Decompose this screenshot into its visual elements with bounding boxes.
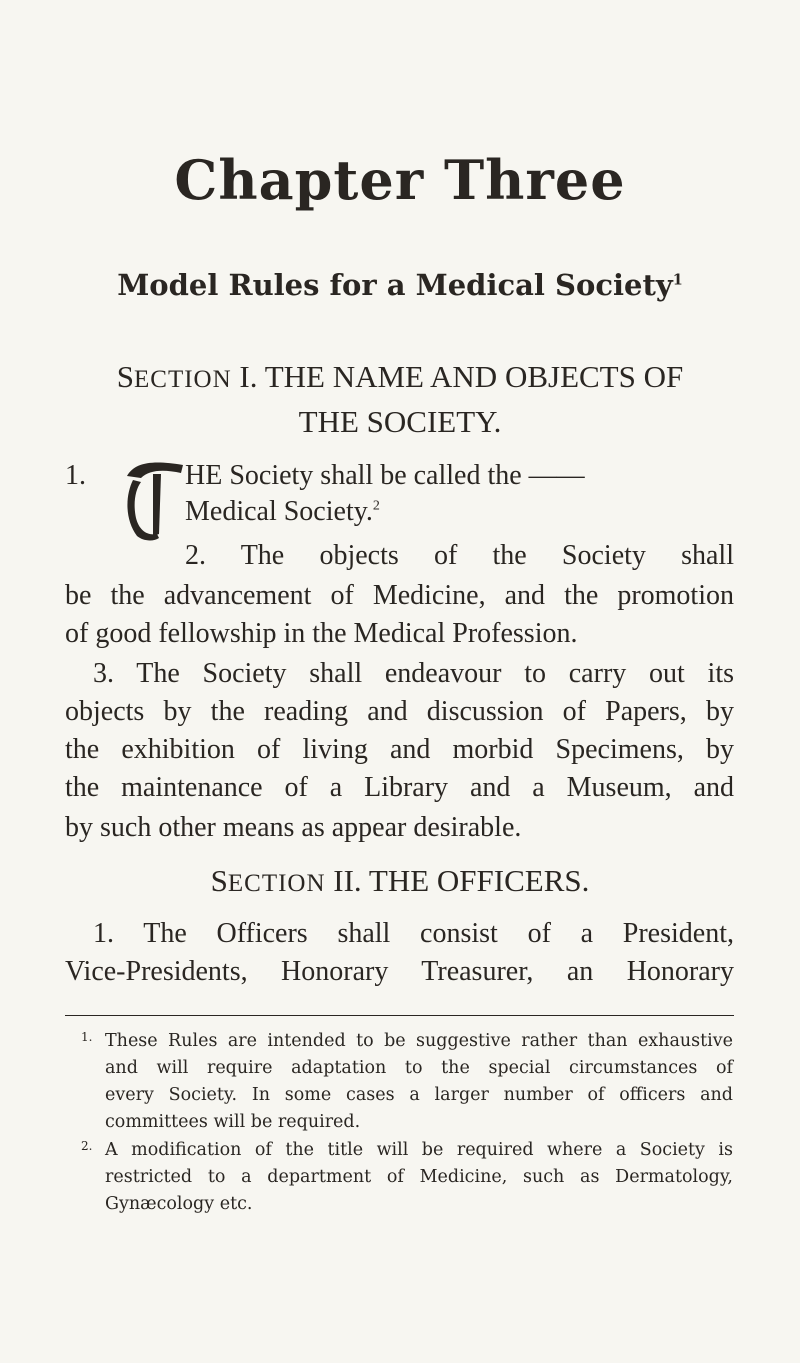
chapter-subtitle bbox=[0, 268, 800, 302]
section-1-title-line1: THE NAME AND OBJECTS OF bbox=[264, 359, 684, 394]
section-2-heading bbox=[60, 860, 740, 905]
footnote-1-line: committees will be required. bbox=[105, 1112, 361, 1132]
subtitle-text: Model Rules for a Medical Society bbox=[117, 268, 673, 302]
footnote-1-line: and will require adaptation to the special circumstances of bbox=[105, 1058, 733, 1078]
section-1-label-initial: S bbox=[116, 359, 135, 394]
section-2-label-rest: ECTION bbox=[227, 870, 326, 897]
footnote-1-line: every Society. In some cases a larger number of officers and bbox=[105, 1085, 733, 1105]
rule-1-footnote-ref: 2 bbox=[372, 498, 380, 514]
dropcap-t-ornament bbox=[123, 456, 185, 542]
body-line: 3. The Society shall endeavour to carry out its bbox=[93, 658, 734, 689]
footnote-2-number: 2. bbox=[81, 1139, 93, 1153]
body-line: by such other means as appear desirable. bbox=[65, 812, 522, 843]
rule-1-line-1: HE Society shall be called the —— bbox=[185, 460, 585, 491]
body-line: 2. The objects of the Society shall bbox=[185, 540, 734, 571]
footnote-1-line: These Rules are intended to be suggestive rather than exhaustive bbox=[105, 1031, 733, 1051]
section-2-title: THE OFFICERS. bbox=[368, 863, 590, 898]
section-2-numeral: II. bbox=[333, 863, 362, 898]
rule-1-number: 1. bbox=[65, 460, 86, 491]
section-1-label-rest: ECTION bbox=[134, 366, 232, 393]
body-line: the maintenance of a Library and a Museum, and bbox=[65, 772, 734, 803]
subtitle-footnote-ref: 1 bbox=[672, 271, 683, 289]
body-line: be the advancement of Medicine, and the promotion bbox=[65, 580, 734, 611]
officers-line: 1. The Officers shall consist of a President, bbox=[93, 918, 734, 949]
footnote-2-line: restricted to a department of Medicine, such as Dermatology, bbox=[105, 1167, 733, 1187]
body-line: objects by the reading and discussion of Papers, by bbox=[65, 696, 734, 727]
footnote-2-line: Gynæcology etc. bbox=[105, 1194, 253, 1214]
rule-1-line-2-text: Medical Society. bbox=[185, 496, 373, 527]
footnote-separator bbox=[65, 1015, 734, 1016]
footnote-2-line: A modification of the title will be required where a Society is bbox=[105, 1140, 733, 1160]
rule-1-line-2 bbox=[185, 494, 585, 530]
officers-line: Vice-Presidents, Honorary Treasurer, an Honorary bbox=[65, 956, 734, 987]
section-1-title-line2: THE SOCIETY. bbox=[298, 404, 502, 439]
section-1-numeral: I. bbox=[239, 359, 258, 394]
body-line: of good fellowship in the Medical Profession. bbox=[65, 618, 578, 649]
section-2-label-initial: S bbox=[210, 863, 228, 898]
section-1-heading bbox=[60, 356, 740, 443]
footnote-1-number: 1. bbox=[81, 1030, 93, 1044]
chapter-title: Chapter Three bbox=[174, 148, 626, 212]
body-line: the exhibition of living and morbid Specimens, by bbox=[65, 734, 734, 765]
